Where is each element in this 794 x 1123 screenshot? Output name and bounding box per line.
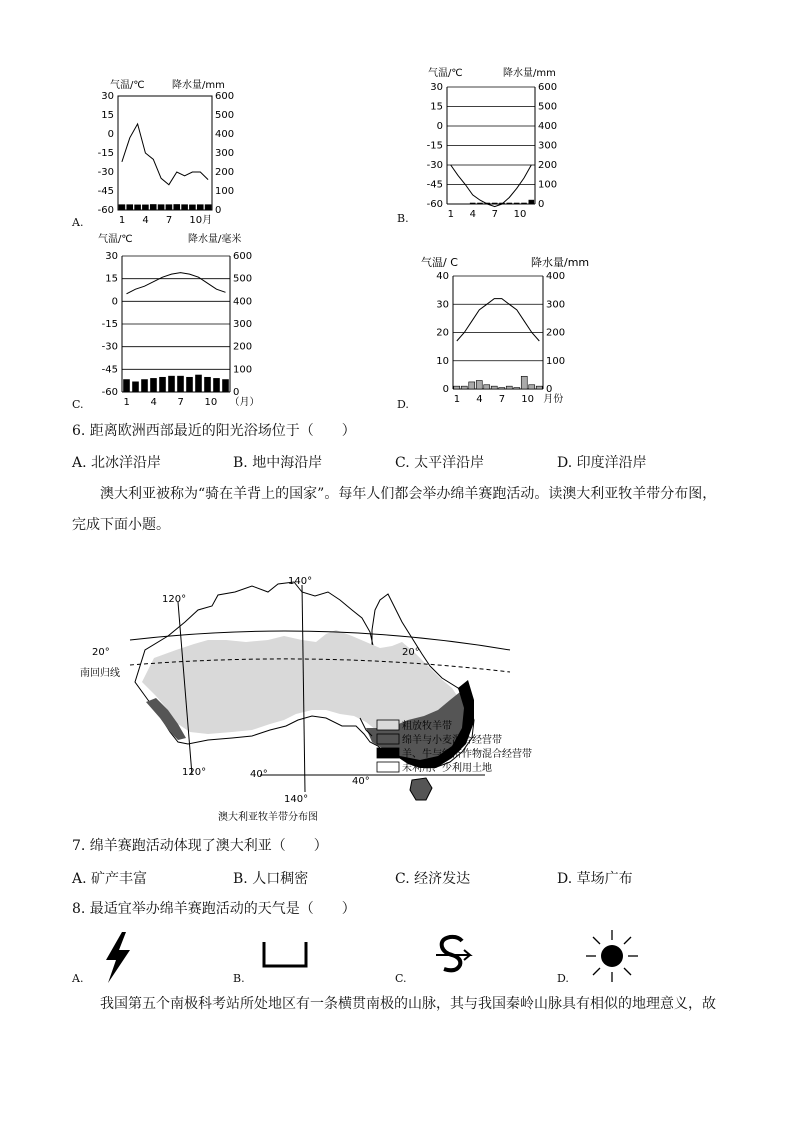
precip-bar bbox=[133, 382, 139, 392]
lightning-icon[interactable] bbox=[98, 930, 138, 985]
precip-bar bbox=[142, 380, 148, 392]
temp-tick-label: 0 bbox=[436, 121, 443, 132]
x-tick-label: 4 bbox=[142, 215, 149, 226]
precip-tick-label: 300 bbox=[215, 148, 235, 159]
chart-b-ylabel-left: 气温/℃ bbox=[428, 68, 463, 79]
temp-tick-label: 15 bbox=[105, 273, 118, 285]
x-tick-label: 4 bbox=[476, 394, 483, 405]
passage-line-1: 澳大利亚被称为“骑在羊背上的国家”。每年人们都会举办绵羊赛跑活动。读澳大利亚牧羊带分布图， bbox=[100, 486, 717, 502]
precip-bar bbox=[169, 376, 175, 392]
sunny-icon[interactable] bbox=[584, 928, 640, 984]
question-7-stem: 7. 绵羊赛跑活动体现了澳大利亚（ ） bbox=[72, 838, 328, 854]
x-tick-label: 10月 bbox=[189, 215, 213, 226]
temp-tick-label: 30 bbox=[101, 91, 114, 102]
precip-tick-label: 600 bbox=[215, 91, 235, 102]
q6-option-d[interactable]: D. 印度洋沿岸 bbox=[557, 455, 647, 471]
x-tick-label: 4 bbox=[150, 397, 157, 408]
q8-letter-d[interactable]: D. bbox=[557, 972, 569, 985]
temperature-line bbox=[451, 165, 532, 207]
precip-bar bbox=[150, 204, 156, 210]
temp-tick-label: 15 bbox=[101, 110, 114, 121]
precip-tick-label: 500 bbox=[215, 110, 235, 121]
precip-bar bbox=[158, 205, 164, 210]
q7-option-b[interactable]: B. 人口稠密 bbox=[233, 871, 309, 887]
x-tick-label: 1 bbox=[118, 215, 126, 226]
precip-tick-label: 200 bbox=[233, 341, 253, 353]
precip-bar bbox=[478, 203, 483, 204]
q6-option-a[interactable]: A. 北冰洋沿岸 bbox=[72, 455, 162, 471]
precip-bar bbox=[469, 382, 475, 389]
legend-swatch-wheat bbox=[377, 734, 399, 744]
precip-tick-label: 400 bbox=[233, 296, 253, 308]
precip-bar bbox=[182, 205, 188, 210]
legend-swatch-cattle bbox=[377, 748, 399, 758]
temp-tick-label: -30 bbox=[101, 341, 118, 353]
precip-tick-label: 0 bbox=[215, 205, 222, 216]
precip-bar bbox=[476, 381, 482, 389]
climate-chart-a bbox=[70, 72, 270, 232]
temp-tick-label: 0 bbox=[107, 129, 114, 140]
map-svg bbox=[80, 570, 560, 825]
temp-tick-label: -45 bbox=[97, 186, 114, 197]
label-lon-120-top: 120° bbox=[162, 594, 187, 605]
dust-storm-icon[interactable] bbox=[432, 933, 472, 975]
chart-b-ylabel-right: 降水量/mm bbox=[503, 68, 556, 79]
question-6-stem: 6. 距离欧洲西部最近的阳光浴场位于（ ） bbox=[72, 423, 356, 439]
precip-tick-label: 400 bbox=[538, 121, 558, 132]
temp-tick-label: -15 bbox=[426, 140, 443, 152]
tasmania bbox=[410, 778, 432, 800]
q8-letter-c[interactable]: C. bbox=[395, 972, 407, 985]
q8-letter-a[interactable]: A. bbox=[72, 972, 84, 985]
temperature-line bbox=[122, 124, 208, 185]
climate-chart-c bbox=[70, 232, 280, 412]
precip-bar bbox=[142, 205, 148, 210]
temp-tick-label: -45 bbox=[426, 179, 443, 191]
x-tick-label: 4 bbox=[469, 209, 477, 220]
label-lat-40-right: 40° bbox=[352, 776, 370, 787]
temp-tick-label: -60 bbox=[97, 205, 114, 216]
precip-tick-label: 0 bbox=[233, 387, 240, 398]
precip-bar bbox=[529, 385, 535, 389]
chart-a-svg bbox=[70, 72, 270, 232]
precip-tick-label: 400 bbox=[546, 271, 566, 282]
precip-tick-label: 300 bbox=[538, 140, 558, 152]
precip-tick-label: 200 bbox=[546, 327, 566, 339]
map-caption: 澳大利亚牧羊带分布图 bbox=[218, 812, 318, 823]
legend-swatch-unused bbox=[377, 762, 399, 772]
precip-bar bbox=[127, 205, 133, 210]
x-tick-label: 7 bbox=[491, 209, 499, 220]
label-lon-140-bottom: 140° bbox=[284, 794, 309, 805]
option-letter: A. bbox=[72, 216, 84, 229]
temp-tick-label: 30 bbox=[105, 251, 118, 262]
x-tick-label: 10 bbox=[513, 209, 527, 220]
chart-b-svg bbox=[395, 62, 595, 227]
x-tick-label: 10 bbox=[204, 397, 218, 408]
temp-tick-label: -15 bbox=[97, 148, 114, 159]
precip-bar bbox=[197, 205, 203, 210]
precip-bar bbox=[514, 203, 519, 204]
precip-bar bbox=[174, 204, 180, 210]
passage-line-2: 完成下面小题。 bbox=[72, 517, 170, 533]
precip-bar bbox=[205, 205, 211, 210]
chart-a-ylabel-left: 气温/℃ bbox=[110, 80, 145, 91]
label-lat-40-left: 40° bbox=[250, 769, 268, 780]
precip-bar bbox=[461, 386, 467, 389]
legend-cattle-crop: 羊、牛与经济作物混合经营带 bbox=[402, 749, 532, 760]
precip-bar bbox=[151, 378, 157, 392]
x-tick-label: 1 bbox=[453, 394, 461, 405]
temp-tick-label: 10 bbox=[436, 355, 449, 367]
climate-chart-b bbox=[395, 62, 595, 227]
precip-bar bbox=[160, 377, 166, 392]
label-tropic: 南回归线 bbox=[80, 668, 120, 679]
precip-bar bbox=[119, 205, 125, 210]
option-letter: C. bbox=[72, 398, 84, 411]
precip-bar bbox=[499, 388, 505, 389]
precip-bar bbox=[223, 380, 229, 392]
precip-bar bbox=[492, 203, 497, 204]
chart-c-ylabel-right: 降水量/毫米 bbox=[188, 234, 242, 245]
label-lat-20-left: 20° bbox=[92, 647, 110, 658]
x-tick-label: 1 bbox=[447, 209, 455, 220]
precip-bar bbox=[454, 386, 460, 389]
temp-tick-label: 0 bbox=[442, 384, 449, 395]
chart-a-ylabel-right: 降水量/mm bbox=[172, 80, 225, 91]
precip-tick-label: 400 bbox=[215, 129, 235, 140]
precip-tick-label: 500 bbox=[538, 101, 558, 113]
x-tick-label: （月） bbox=[229, 397, 260, 408]
precip-bar bbox=[522, 203, 527, 204]
q7-option-d[interactable]: D. 草场广布 bbox=[557, 871, 633, 887]
precip-tick-label: 100 bbox=[215, 186, 235, 197]
legend-extensive: 粗放牧羊带 bbox=[402, 721, 452, 732]
precip-bar bbox=[135, 205, 141, 210]
q6-option-c[interactable]: C. 太平洋沿岸 bbox=[395, 455, 485, 471]
temp-tick-label: -15 bbox=[101, 319, 118, 330]
q7-option-a[interactable]: A. 矿产丰富 bbox=[72, 871, 148, 887]
q6-option-b[interactable]: B. 地中海沿岸 bbox=[233, 455, 323, 471]
x-tick-label: 1 bbox=[123, 397, 130, 408]
precip-bar bbox=[536, 386, 542, 389]
x-tick-label: 7 bbox=[165, 215, 173, 226]
temp-tick-label: 30 bbox=[430, 82, 443, 93]
temp-tick-label: -45 bbox=[101, 364, 118, 376]
legend-wheat-sheep: 绵羊与小麦混合经营带 bbox=[402, 735, 502, 746]
label-lat-20-right: 20° bbox=[402, 647, 420, 658]
question-8-stem: 8. 最适宜举办绵羊赛跑活动的天气是（ ） bbox=[72, 901, 356, 917]
precip-bar bbox=[514, 388, 520, 389]
australia-sheep-map bbox=[80, 570, 560, 825]
option-letter: B. bbox=[397, 212, 409, 225]
temp-tick-label: -60 bbox=[426, 199, 443, 210]
precip-tick-label: 100 bbox=[233, 364, 253, 376]
precip-bar bbox=[187, 377, 193, 392]
precip-bar bbox=[506, 386, 512, 389]
temp-tick-label: 0 bbox=[111, 296, 118, 308]
precip-bar bbox=[189, 205, 195, 210]
precip-bar bbox=[166, 205, 172, 210]
q8-letter-b[interactable]: B. bbox=[233, 972, 245, 985]
passage-2: 我国第五个南极科考站所处地区有一条横贯南极的山脉，其与我国秦岭山脉具有相似的地理意义，故 bbox=[100, 996, 716, 1012]
temperature-line bbox=[457, 299, 540, 341]
label-lon-120-bottom: 120° bbox=[182, 767, 207, 778]
precip-bar bbox=[196, 375, 202, 392]
precip-tick-label: 500 bbox=[233, 273, 253, 285]
precip-tick-label: 600 bbox=[233, 251, 253, 262]
temp-tick-label: -30 bbox=[426, 160, 443, 171]
climate-chart-d bbox=[395, 252, 605, 417]
chart-d-ylabel-right: 降水量/mm bbox=[531, 256, 590, 269]
chart-c-svg bbox=[70, 232, 280, 412]
x-tick-label: 7 bbox=[498, 394, 506, 405]
label-lon-140-top: 140° bbox=[288, 576, 313, 587]
temp-tick-label: -30 bbox=[97, 167, 114, 178]
temperature-line bbox=[127, 273, 226, 294]
option-letter: D. bbox=[397, 398, 409, 411]
precip-bar bbox=[205, 377, 211, 392]
precip-bar bbox=[484, 385, 490, 389]
chart-c-ylabel-left: 气温/℃ bbox=[98, 234, 133, 245]
precip-tick-label: 0 bbox=[538, 199, 545, 210]
x-tick-label: 月份 bbox=[543, 394, 564, 405]
precip-bar bbox=[178, 376, 184, 392]
precip-bar bbox=[491, 386, 497, 389]
legend-swatch-extensive bbox=[377, 720, 399, 730]
fog-bracket-icon[interactable] bbox=[260, 940, 310, 970]
precip-tick-label: 200 bbox=[215, 167, 235, 178]
chart-d-ylabel-left: 气温/ C bbox=[421, 256, 458, 269]
precip-bar bbox=[529, 200, 534, 204]
temp-tick-label: 20 bbox=[436, 327, 449, 339]
legend-unused: 未利用、少利用土地 bbox=[402, 763, 492, 774]
precip-bar bbox=[470, 203, 475, 204]
precip-bar bbox=[214, 378, 220, 392]
precip-tick-label: 600 bbox=[538, 82, 558, 93]
temp-tick-label: 15 bbox=[430, 101, 443, 113]
precip-tick-label: 300 bbox=[546, 299, 566, 311]
chart-d-svg bbox=[395, 252, 605, 417]
precip-bar bbox=[124, 380, 130, 392]
precip-tick-label: 0 bbox=[546, 384, 553, 395]
temp-tick-label: -60 bbox=[101, 387, 118, 398]
temp-tick-label: 40 bbox=[436, 271, 449, 282]
x-tick-label: 10 bbox=[521, 394, 534, 405]
precip-tick-label: 200 bbox=[538, 160, 558, 171]
precip-tick-label: 100 bbox=[546, 355, 566, 367]
precip-bar bbox=[507, 203, 512, 204]
q7-option-c[interactable]: C. 经济发达 bbox=[395, 871, 471, 887]
precip-tick-label: 100 bbox=[538, 179, 558, 191]
x-tick-label: 7 bbox=[177, 397, 184, 408]
temp-tick-label: 30 bbox=[436, 299, 449, 311]
precip-tick-label: 300 bbox=[233, 319, 253, 330]
precip-bar bbox=[521, 376, 527, 389]
